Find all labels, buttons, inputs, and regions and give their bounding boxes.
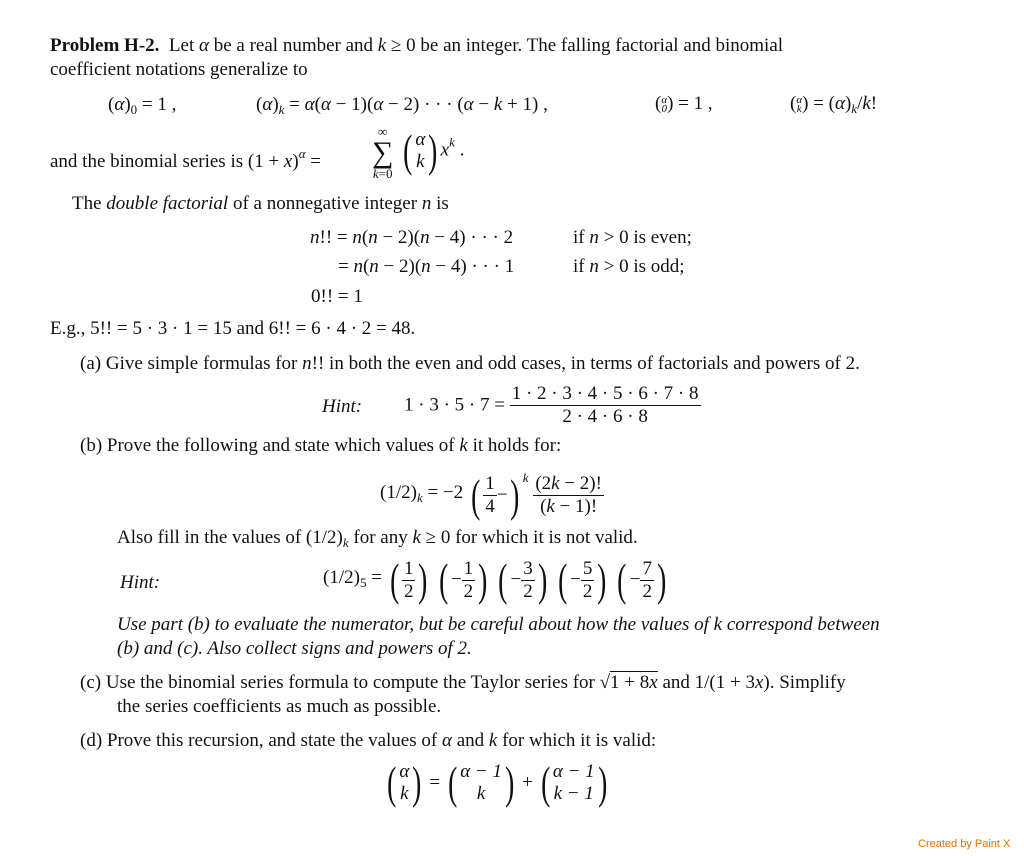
problem-label: Problem H-2.: [50, 35, 160, 56]
part-a-line: (a) Give simple formulas for n!! in both the even and odd cases, in terms of factorials and powers of 2.: [80, 353, 860, 374]
part-a-hint-fraction: [510, 383, 701, 428]
example-line: E.g., 5!! = 5 · 3 · 1 = 15 and 6!! = 6 · 4 · 2 = 48.: [50, 318, 416, 339]
def-binom-zero: ( α 0 ) = 1 ,: [655, 93, 713, 115]
part-b-note-line1: Use part (b) to evaluate the numerator, but be careful about how the values of k correspond between: [117, 614, 880, 635]
credit-watermark: Created by Paint X: [918, 838, 1011, 850]
problem-intro-line2: coefficient notations generalize to: [50, 59, 308, 80]
df-row-odd-cond: if n > 0 is odd;: [573, 256, 685, 277]
part-a-hint-den: 2 · 4 · 6 · 8: [562, 406, 648, 427]
part-b-hint-label: Hint:: [120, 572, 161, 593]
part-a-hint-lhs: 1 · 3 · 5 · 7 =: [404, 394, 505, 416]
part-a-hint-num: 1 · 2 · 3 · 4 · 5 · 6 · 7 · 8: [511, 383, 699, 404]
part-d-label: (d): [80, 730, 103, 751]
part-a-label: (a): [80, 353, 102, 374]
part-b-line: (b) Prove the following and state which values of k it holds for:: [80, 435, 562, 456]
part-b-label: (b): [80, 435, 103, 456]
df-row-even-lhs: n!! = n(n − 2)(n − 4) · · · 2: [310, 227, 514, 248]
part-c-label: (c): [80, 672, 102, 693]
problem-intro-line1: [50, 34, 783, 58]
part-b-formula: $(1/2)_k = -2$ ( $\frac{1}{4}$ −) $^k$ $\frac{(2k - 2)!}{(k - 1)!}$: [380, 469, 602, 521]
df-row-odd-lhs: = n(n − 2)(n − 4) · · · 1: [338, 256, 515, 277]
def-falling-k: $(\alpha)_k = \alpha(\alpha - 1)(\alpha - 2)$ · · · (α − k + 1) ,: [256, 94, 548, 117]
df-row-zero: 0!! = 1: [311, 286, 363, 307]
part-c-line1: (c) Use the binomial series formula to compute the Taylor series for √1 + 8x and 1/(1 + 3x). Simplify: [80, 672, 846, 693]
def-binom-k: ( α k ) = $(\alpha)_k/k$!: [790, 93, 878, 116]
part-d-recursion: ( α k ) = ( α − 1 k ) + ( α − 1 k − 1 ): [387, 757, 607, 808]
part-d-line: (d) Prove this recursion, and state the values of α and k for which it is valid:: [80, 730, 657, 751]
part-b-fill-text: Also fill in the values of $(1/2)_k$ for any k ≥ 0 for which it is not valid.: [117, 527, 638, 550]
sum-symbol: ∞ ∑ k=0: [372, 124, 394, 181]
def-falling-zero: $(\alpha)_0 = 1$ ,: [108, 94, 177, 117]
series-intro: and the binomial series is $(1 + x)^\alpha$ =: [50, 146, 321, 172]
series-binom: ( α k ) $x^k$ .: [403, 125, 465, 176]
part-c-line2: the series coefficients as much as possible.: [117, 696, 442, 717]
intro-text: Let α be a real number and k ≥ 0 be an integer. The falling factorial and binomial: [164, 35, 784, 56]
double-factorial-intro: The double factorial of a nonnegative integer n is: [72, 193, 449, 214]
df-row-even-cond: if n > 0 is even;: [573, 227, 692, 248]
part-b-hint-formula: $(1/2)_5$ = ( $\frac{1}{2}$ ) ( − $\frac{1}{2}$ ) ( − $\frac{3}{2}$ ) ( − $\frac{5}{2}$ ) ( − $\frac{7}{2}$ ): [323, 554, 667, 605]
part-b-note-line2: (b) and (c). Also collect signs and powers of 2.: [117, 638, 472, 659]
part-a-hint-formula: [404, 383, 701, 428]
part-a-hint-label: Hint:: [322, 396, 363, 417]
